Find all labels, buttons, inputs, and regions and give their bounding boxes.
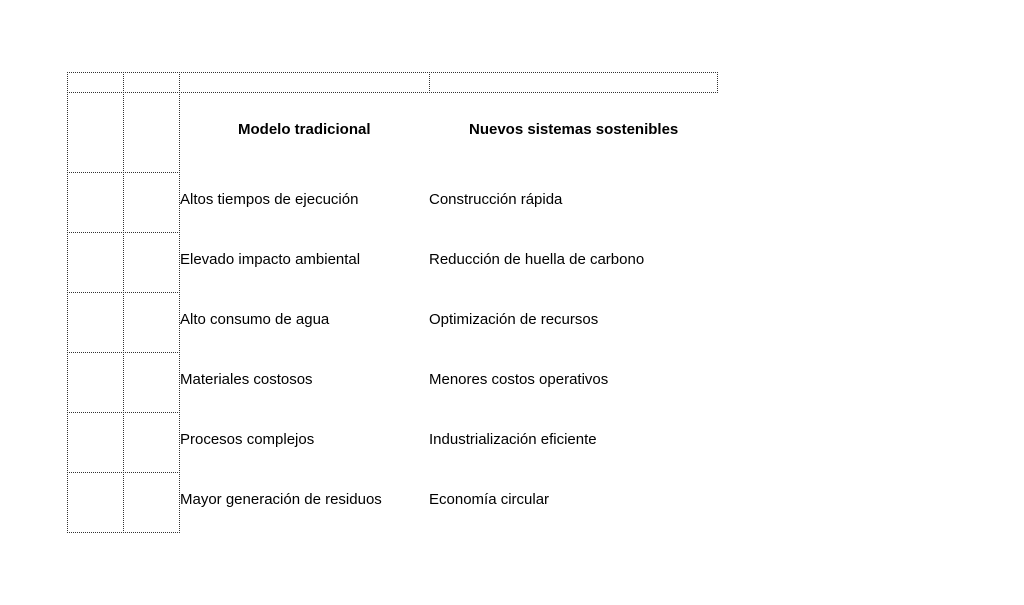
row-5-left-text: Procesos complejos [180,431,315,448]
row-3-right-text: Optimización de recursos [429,311,599,328]
grid-cell-row-6-b[interactable] [123,472,180,533]
top-row-cell-c[interactable] [179,72,430,93]
header-modelo-tradicional: Modelo tradicional [238,121,371,138]
grid-cell-row-2-b[interactable] [123,232,180,293]
row-1-left-text: Altos tiempos de ejecución [180,191,359,208]
grid-cell-header-b[interactable] [123,92,180,173]
row-2-right-text: Reducción de huella de carbono [429,251,645,268]
row-4-right-text: Menores costos operativos [429,371,609,388]
grid-cell-row-6-a[interactable] [67,472,124,533]
header-nuevos-sistemas: Nuevos sistemas sostenibles [469,121,679,138]
grid-cell-row-2-a[interactable] [67,232,124,293]
row-4-left-text: Materiales costosos [180,371,313,388]
top-row-cell-b[interactable] [123,72,180,93]
grid-cell-row-1-a[interactable] [67,172,124,233]
grid-cell-row-3-a[interactable] [67,292,124,353]
top-row-cell-a[interactable] [67,72,124,93]
top-row-cell-d[interactable] [429,72,718,93]
grid-cell-row-4-a[interactable] [67,352,124,413]
row-2-left-text: Elevado impacto ambiental [180,251,361,268]
grid-cell-row-5-a[interactable] [67,412,124,473]
grid-cell-row-5-b[interactable] [123,412,180,473]
row-6-right-text: Economía circular [429,491,550,508]
grid-cell-row-3-b[interactable] [123,292,180,353]
row-3-left-text: Alto consumo de agua [180,311,330,328]
grid-cell-header-a[interactable] [67,92,124,173]
row-1-right-text: Construcción rápida [429,191,563,208]
grid-cell-row-1-b[interactable] [123,172,180,233]
grid-cell-row-4-b[interactable] [123,352,180,413]
row-5-right-text: Industrialización eficiente [429,431,597,448]
row-6-left-text: Mayor generación de residuos [180,491,382,508]
